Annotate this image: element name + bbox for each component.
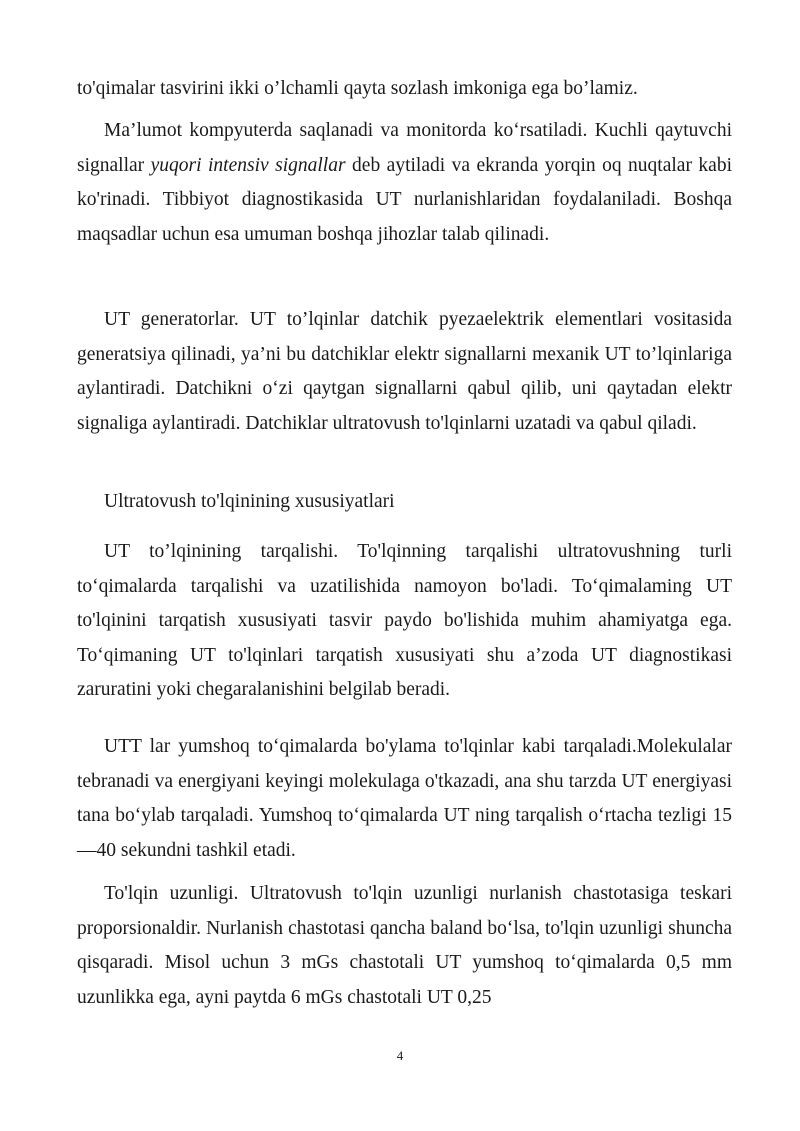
paragraph-continuation: to'qimalar tasvirini ikki o’lchamli qayta sozlash imkoniga ega bo’lamiz. [77,78,638,99]
italic-term: yuqori intensiv signallar [150,154,346,176]
paragraph-wavelength: To'lqin uzunligi. Ultratovush to'lqin uzunligi nurlanish chastotasiga teskari proporsionaldir. Nurlanish chastotasi qancha baland bo‘lsa, to'lqin uzunligi shuncha qisqaradi. Misol uchun 3 mGs chastotali UT yumshoq to‘qimalarda 0,5 mm uzunlikka ega, ayni paytda 6 mGs chastotali UT 0,25 [77,883,732,1008]
paragraph-ut-generators: UT generatorlar. UT to’lqinlar datchik pyezaelektrik elementlari vositasida generatsiya qilinadi, ya’ni bu datchiklar elektr signallarni mexanik UT to’lqinlariga aylantiradi. Datchikni o‘zi qaytgan signallarni qabul qilib, uni qaytadan elektr signaliga aylantiradi. Datchiklar ultratovush to'lqinlarni uzatadi va qabul qiladi. [77,309,732,434]
page-number: 4 [396,1048,404,1063]
paragraph-soft-tissue: UTT lar yumshoq to‘qimalarda bo'ylama to'lqinlar kabi tarqaladi.Molekulalar tebranadi va energiyani keyingi molekulaga o'tkazadi, ana shu tarzda UT energiyasi tana bo‘ylab tarqaladi. Yumshoq to‘qimalarda UT ning tarqalish o‘rtacha tezligi 15—40 sekundni tashkil etadi. [77,736,732,861]
paragraph-text: deb aytiladi va ekranda yorqin oq nuqtalar kabi ko'rinadi. Tibbiyot diagnostikasida UT nurlanishlaridan foydalaniladi. Boshqa maqsadlar uchun esa umuman boshqa jihozlar talab qilinadi. [77,154,732,245]
paragraph-text: Ma’lumot kompyuterda saqlanadi va monitorda ko‘rsatiladi. Kuchli qaytuvchi signallar [77,120,732,176]
paragraph-data-storage [77,114,732,252]
paragraph-wave-propagation: UT to’lqinining tarqalishi. To'lqinning tarqalishi ultratovushning turli to‘qimalarda tarqalishi va uzatilishida namoyon bo'ladi. To‘qimalaming UT to'lqinini tarqatish xususiyati tasvir paydo bo'lishida muhim ahamiyatga ega. To‘qimaning UT to'lqinlari tarqatish xususiyati shu a’zoda UT diagnostikasi zaruratini yoki chegaralanishini belgilab beradi. [77,541,732,700]
section-heading: Ultratovush to'lqinining xususiyatlari [104,491,395,512]
